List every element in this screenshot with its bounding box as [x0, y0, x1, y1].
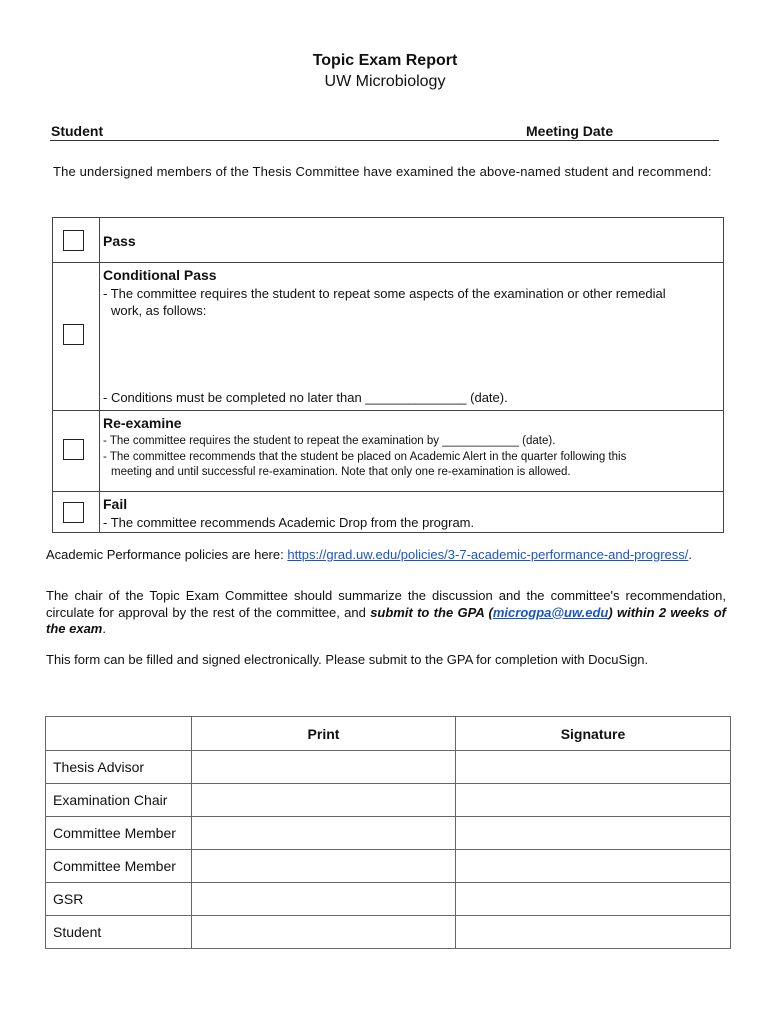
- policy-paragraph: [46, 547, 726, 564]
- signature-field[interactable]: [456, 817, 731, 850]
- meeting-date-label: Meeting Date: [526, 123, 614, 139]
- table-row: [46, 883, 731, 916]
- print-field[interactable]: [192, 817, 456, 850]
- signature-field[interactable]: [456, 784, 731, 817]
- page-title: Topic Exam Report: [312, 52, 458, 69]
- recommendation-options: [52, 217, 724, 533]
- option-line: meeting and until successful re-examination. Note that only one re-examination is allowed.: [111, 466, 571, 478]
- option-line: - The committee recommends that the student be placed on Academic Alert in the quarter following this: [103, 451, 627, 463]
- pass-checkbox[interactable]: [63, 230, 84, 251]
- chair-bold-text-2: ) within 2 weeks of the exam: [46, 604, 726, 636]
- print-field[interactable]: [192, 916, 456, 949]
- option-title: Conditional Pass: [103, 267, 217, 283]
- chair-paragraph: [46, 588, 726, 638]
- conditional-pass-checkbox[interactable]: [63, 324, 84, 345]
- option-title: Re-examine: [103, 415, 182, 431]
- intro-text: The undersigned members of the Thesis Committee have examined the above-named student and recommend:: [53, 164, 712, 179]
- option-line: - The committee recommends Academic Drop from the program.: [103, 515, 475, 530]
- print-field[interactable]: [192, 751, 456, 784]
- table-row: [46, 784, 731, 817]
- page-subtitle: UW Microbiology: [324, 73, 446, 90]
- chair-text: The chair of the Topic Exam Committee should summarize the discussion and the committee's recommendation, circulate for approval by the rest of the committee, and: [46, 588, 726, 620]
- header-role: [46, 717, 192, 751]
- student-meeting-fields[interactable]: [50, 121, 719, 141]
- option-re-examine: [53, 411, 723, 492]
- print-field[interactable]: [192, 850, 456, 883]
- signature-header-row: [46, 717, 731, 751]
- option-conditional-pass: [53, 263, 723, 411]
- policy-prefix: Academic Performance policies are here:: [46, 547, 288, 562]
- option-title: Pass: [103, 233, 136, 249]
- fail-checkbox[interactable]: [63, 502, 84, 523]
- option-line: - Conditions must be completed no later than ______________ (date).: [103, 390, 508, 405]
- signature-field[interactable]: [456, 883, 731, 916]
- option-title: Fail: [103, 496, 128, 512]
- header-print: Print: [192, 717, 456, 751]
- role-label: Thesis Advisor: [46, 751, 192, 784]
- option-line: work, as follows:: [111, 303, 207, 318]
- policy-suffix: .: [688, 547, 693, 562]
- print-field[interactable]: [192, 883, 456, 916]
- role-label: Examination Chair: [46, 784, 192, 817]
- option-line: - The committee requires the student to repeat the examination by ____________ (date).: [103, 435, 556, 447]
- print-field[interactable]: [192, 784, 456, 817]
- role-label: GSR: [46, 883, 192, 916]
- signature-table: [45, 716, 731, 949]
- table-row: [46, 916, 731, 949]
- table-row: [46, 817, 731, 850]
- docusign-note: This form can be filled and signed electronically. Please submit to the GPA for completion with DocuSign.: [46, 652, 649, 667]
- student-label: Student: [51, 123, 104, 139]
- signature-field[interactable]: [456, 916, 731, 949]
- option-pass: [53, 218, 723, 263]
- table-row: [46, 850, 731, 883]
- chair-end: .: [102, 621, 106, 636]
- table-row: [46, 751, 731, 784]
- policy-link[interactable]: https://grad.uw.edu/policies/3-7-academic-performance-and-progress/: [287, 547, 689, 562]
- signature-field[interactable]: [456, 850, 731, 883]
- header-signature: Signature: [456, 717, 731, 751]
- option-fail: [53, 492, 723, 533]
- signature-field[interactable]: [456, 751, 731, 784]
- chair-bold-text: submit to the GPA (: [370, 604, 493, 620]
- role-label: Committee Member: [46, 817, 192, 850]
- role-label: Committee Member: [46, 850, 192, 883]
- re-examine-checkbox[interactable]: [63, 439, 84, 460]
- role-label: Student: [46, 916, 192, 949]
- option-line: - The committee requires the student to repeat some aspects of the examination or other remedial: [103, 286, 666, 301]
- gpa-email-link[interactable]: microgpa@uw.edu: [492, 604, 609, 620]
